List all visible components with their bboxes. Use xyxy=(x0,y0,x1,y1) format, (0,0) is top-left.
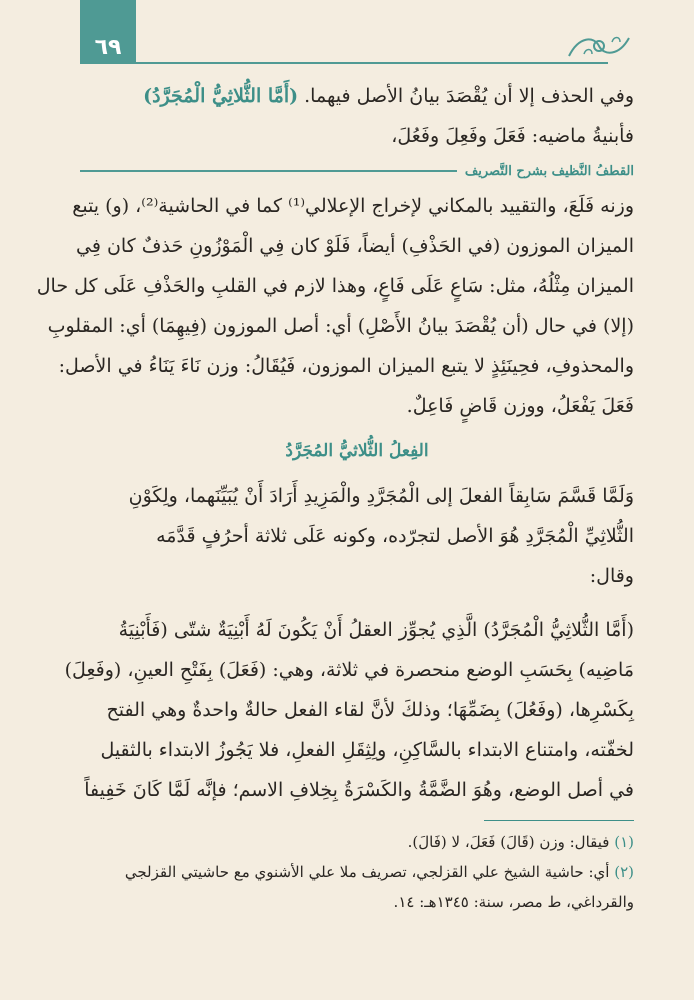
running-title xyxy=(80,156,634,186)
paragraph-line: (أَمَّا الثُّلاثِيُّ الْمُجَرَّدُ) الَّذِي يُجوِّز العقلُ أَنْ يَكُونَ لَهُ أَبْنِيَةٌ شتّى (فَأَبْنِيَةُ xyxy=(118,619,634,641)
footnote-text: أي: حاشية الشيخ علي القزلجي، تصريف ملا علي الأشنوي مع حاشيتي القزلجي xyxy=(124,863,610,881)
footnote-number: (١) xyxy=(614,833,634,851)
running-title-rule xyxy=(80,170,457,172)
main-text-segment: وفي الحذف إلا أن يُقْصَدَ بيانُ الأصل فيهما. xyxy=(304,85,634,107)
footnote-rule xyxy=(484,820,634,821)
paragraph-line: في أصل الوضع، وهُوَ الضَّمَّةُ والكَسْرَةُ بِخِلافِ الاسم؛ فإنَّه لَمَّا كَانَ خَفِيفاً xyxy=(84,779,634,801)
running-title-text: القطفُ النَّظيف بشرح التَّصريف xyxy=(464,163,634,179)
paragraph-line: بِكَسْرِها، (وفَعُلَ) بِضَمِّهَا؛ وذلكَ لأنَّ لقاء الفعل حالةٌ واحدةٌ وهي الفتح xyxy=(106,699,634,721)
commentary-line: الميزان مِثْلُهُ، مثل: سَاعٍ عَلَى فَاعٍ، وهذا لازم في القلبِ والحَذْفِ عَلَى كل حال xyxy=(36,275,634,297)
footnote-number: (٢) xyxy=(614,863,634,881)
main-text-highlight: (أَمَّا الثُّلاثِيُّ الْمُجَرَّدُ) xyxy=(143,85,299,107)
page-content xyxy=(36,76,634,917)
footnote xyxy=(80,827,634,857)
page-number-tab xyxy=(80,0,136,64)
footnote-text: فيقال: وزن (قَالَ) فَعَلَ، لا (فَالَ). xyxy=(407,833,610,851)
footnote-text: والقرداغي، ط مصر، سنة: ١٣٤٥هـ: ١٤. xyxy=(393,893,634,911)
commentary-line: وزنه فَلَعَ، والتقييد بالمكاني لإخراج الإعلالي⁽¹⁾ كما في الحاشية⁽²⁾، (و) يتبع xyxy=(72,195,634,217)
footnote xyxy=(80,857,634,887)
paragraph-line: وقال: xyxy=(589,565,634,587)
paragraph-line: مَاضِيه) بِحَسَبِ الوضع منحصرة في ثلاثة، وهي: (فَعَلَ) بِفَتْحِ العينِ، (وفَعِلَ) xyxy=(64,659,634,681)
page-number: ٦٩ xyxy=(94,35,122,60)
commentary-line: الميزان الموزون (في الحَذْفِ) أيضاً، فَلَوْ كان فِي الْمَوْزُونِ حَذفٌ كان فِي xyxy=(75,235,634,257)
paragraph-line: وَلَمَّا قَسَّمَ سَابِقاً الفعلَ إلى الْمُجَرَّدِ والْمَزِيدِ أَرَادَ أَنْ يُبَيِّنَهما، ولِكَوْنِ xyxy=(128,485,634,507)
paragraph-line: لخفّته، وامتناع الابتداء بالسَّاكِنِ، ولِثِقَلِ الفعلِ، فلا يَجُوزُ الابتداء بالثقيل xyxy=(100,739,634,761)
footnote xyxy=(80,887,634,917)
header-rule xyxy=(80,62,608,64)
floral-ornament-icon xyxy=(564,26,634,66)
commentary-line: فَعَلَ يَفْعَلُ، ووزن قَاضٍ فَاعِلٌ. xyxy=(406,395,634,417)
commentary-line: (إلا) في حال (أن يُقْصَدَ بيانُ الأَصْلِ) أي: أصل الموزون (فِيهِمَا) أي: المقلوبِ xyxy=(47,315,634,337)
section-heading: الفِعلُ الثُّلاثيُّ المُجَرَّدُ xyxy=(285,441,429,461)
main-text-line: فأبنيةُ ماضيه: فَعَلَ وفَعِلَ وفَعُلَ، xyxy=(391,125,634,147)
main-text-line xyxy=(80,76,634,116)
commentary-line: والمحذوفِ، فحِينَئِذٍ لا يتبع الميزان الموزون، فَيُقَالُ: وزن نَاءَ يَنَاءُ في الأصل: xyxy=(58,355,634,377)
paragraph-line: الثُّلاثِيِّ الْمُجَرَّدِ هُوَ الأصل لتجرّده، وكونه عَلَى ثلاثة أحرُفٍ قَدَّمَه xyxy=(156,525,634,547)
paragraph-gap xyxy=(80,596,634,610)
